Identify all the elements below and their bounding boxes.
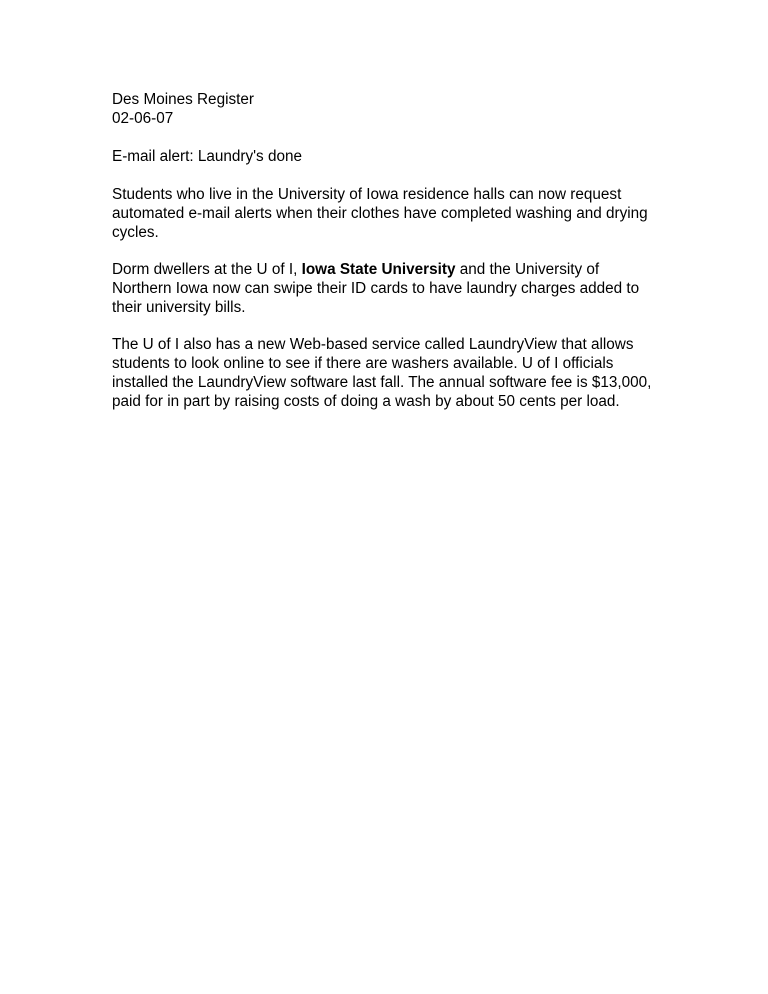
paragraph-1 (112, 185, 668, 242)
paragraph-line: The U of I also has a new Web-based service called LaundryView that allows (112, 336, 634, 353)
paragraph-line: installed the LaundryView software last fall. The annual software fee is $13,000, (112, 374, 652, 391)
paragraph-line (112, 260, 668, 279)
paragraph-text-segment: Dorm dwellers at the U of I, (112, 261, 302, 278)
paragraph-line: students to look online to see if there are washers available. U of I officials (112, 355, 614, 372)
document-page (112, 90, 668, 429)
paragraph-line: their university bills. (112, 299, 246, 316)
paragraph-text-segment: and the University of (455, 261, 600, 278)
paragraph-line: paid for in part by raising costs of doing a wash by about 50 cents per load. (112, 393, 620, 410)
bold-university-name: Iowa State University (301, 261, 456, 278)
paragraph-line: Students who live in the University of Iowa residence halls can now request (112, 186, 622, 203)
source-block (112, 90, 668, 128)
paragraph-3 (112, 335, 668, 411)
publication-date: 02-06-07 (112, 110, 174, 127)
paragraph-line: cycles. (112, 224, 159, 241)
paragraph-line: Northern Iowa now can swipe their ID cards to have laundry charges added to (112, 280, 640, 297)
headline-text: E-mail alert: Laundry's done (112, 148, 302, 165)
paragraph-line: automated e-mail alerts when their clothes have completed washing and drying (112, 205, 648, 222)
paragraph-2 (112, 260, 668, 317)
article-headline (112, 147, 668, 166)
publication-name: Des Moines Register (112, 91, 254, 108)
